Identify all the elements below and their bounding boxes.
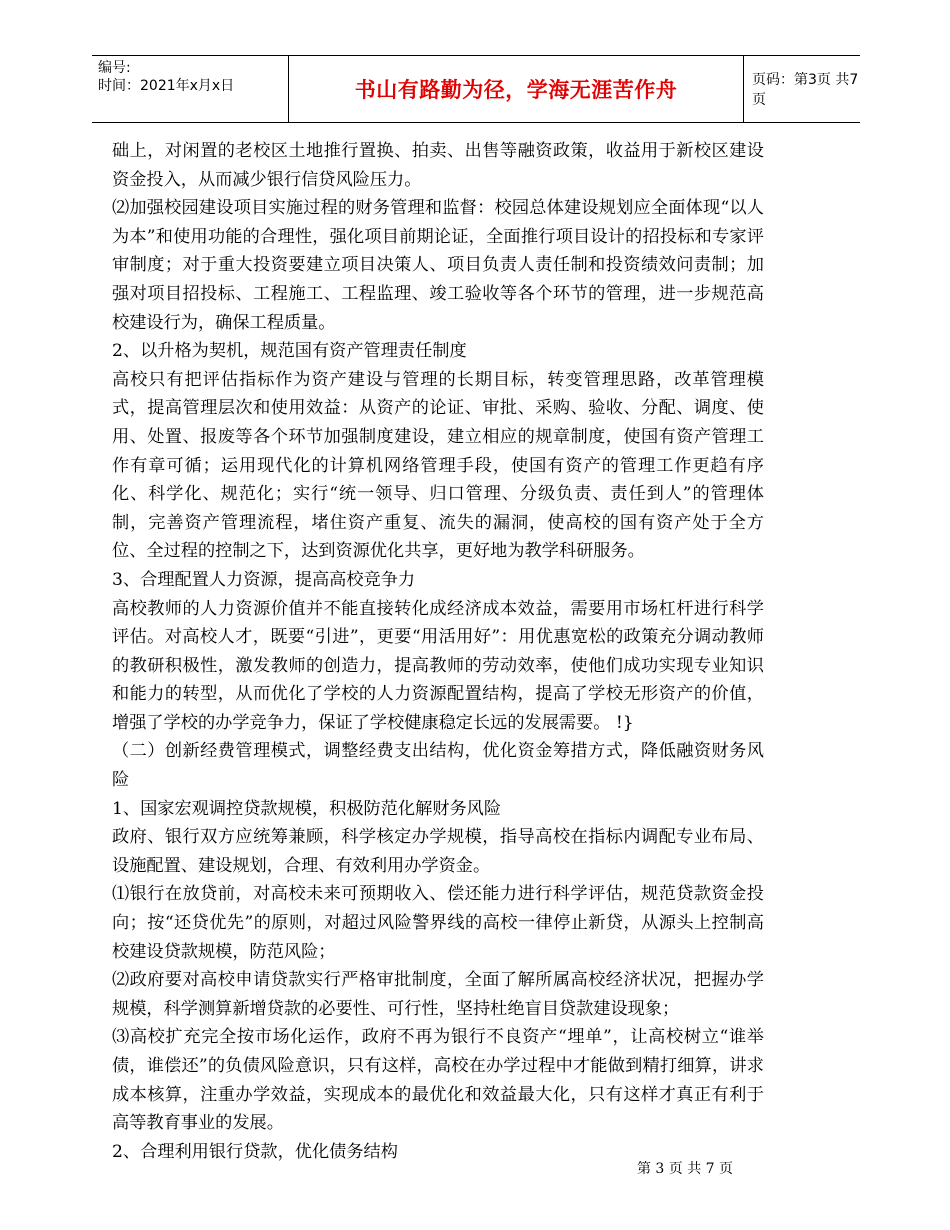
header-page-label: 页码：第3页 共7页 — [752, 72, 859, 108]
section-heading: （二）创新经费管理模式，调整经费支出结构，优化资金筹措方式，降低融资财务风险 — [112, 741, 764, 791]
section-heading: 2、以升格为契机，规范国有资产管理责任制度 — [112, 341, 467, 362]
paragraph: ⑵加强校园建设项目实施过程的财务管理和监督：校园总体建设规划应全面体现“以人为本”和使用功能的合理性，强化项目前期论证，全面推行项目设计的招投标和专家评审制度；对于重大投资要建立项目决策人、项目负责人责任制和投资绩效问责制；加强对项目招投标、工程施工、工程监理、竣工验收等各个环节的管理，进一步规范高校建设行为，确保工程质量。 — [112, 198, 764, 333]
time-label: 时间：2021年x月x日 — [98, 78, 235, 94]
header-motto-cell — [288, 56, 744, 122]
code-label: 编号: — [98, 60, 131, 76]
page-footer — [0, 1158, 950, 1178]
section-heading: 1、国家宏观调控贷款规模，积极防范化解财务风险 — [112, 798, 502, 819]
header-page-cell — [744, 56, 860, 122]
paragraph: ⑴银行在放贷前，对高校未来可预期收入、偿还能力进行科学评估，规范贷款资金投向；按“还贷优先”的原则，对超过风险警界线的高校一律停止新贷，从源头上控制高校建设贷款规模，防范风险； — [112, 884, 764, 962]
paragraph: 础上，对闲置的老校区土地推行置换、拍卖、出售等融资政策，收益用于新校区建设资金投入，从而减少银行信贷风险压力。 — [112, 141, 764, 190]
section-heading: 3、合理配置人力资源，提高高校竞争力 — [112, 569, 416, 590]
footer-page-number: 第 3 页 共 7 页 — [636, 1161, 734, 1177]
paragraph: 高校只有把评估指标作为资产建设与管理的长期目标，转变管理思路，改革管理模式，提高管理层次和使用效益：从资产的论证、审批、采购、验收、分配、调度、使用、处置、报废等各个环节加强制度建设，建立相应的规章制度，使国有资产管理工作有章可循；运用现代化的计算机网络管理手段，使国有资产的管理工作更趋有序化、科学化、规范化；实行“统一领导、归口管理、分级负责、责任到人”的管理体制，完善资产管理流程，堵住资产重复、流失的漏洞，使高校的国有资产处于全方位、全过程的控制之下，达到资源优化共享，更好地为教学科研服务。 — [112, 369, 764, 562]
paragraph: 政府、银行双方应统筹兼顾，科学核定办学规模，指导高校在指标内调配专业布局、设施配置、建设规划，合理、有效利用办学资金。 — [112, 827, 764, 876]
document-body — [112, 137, 764, 1166]
paragraph: 高校教师的人力资源价值并不能直接转化成经济成本效益，需要用市场杠杆进行科学评估。对高校人才，既要“引进”，更要“用活用好”：用优惠宽松的政策充分调动教师的教研积极性，激发教师的创造力，提高教师的劳动效率，使他们成功实现专业知识和能力的转型，从而优化了学校的人力资源配置结构，提高了学校无形资产的价值，增强了学校的办学竞争力，保证了学校健康稳定长远的发展需要。 !} — [112, 598, 764, 733]
header-meta — [92, 56, 288, 122]
paragraph: ⑶高校扩充完全按市场化运作，政府不再为银行不良资产“埋单”，让高校树立“谁举债，谁偿还”的负债风险意识，只有这样，高校在办学过程中才能做到精打细算，讲求成本核算，注重办学效益，实现成本的最优化和效益最大化，只有这样才真正有利于高等教育事业的发展。 — [112, 1027, 764, 1134]
header-motto: 书山有路勤为径，学海无涯苦作舟 — [354, 78, 678, 102]
paragraph: ⑵政府要对高校申请贷款实行严格审批制度，全面了解所属高校经济状况，把握办学规模，科学测算新增贷款的必要性、可行性，坚持杜绝盲目贷款建设现象； — [112, 970, 764, 1019]
section-heading: 2、合理利用银行贷款，优化债务结构 — [112, 1141, 398, 1162]
page-header — [92, 55, 860, 123]
